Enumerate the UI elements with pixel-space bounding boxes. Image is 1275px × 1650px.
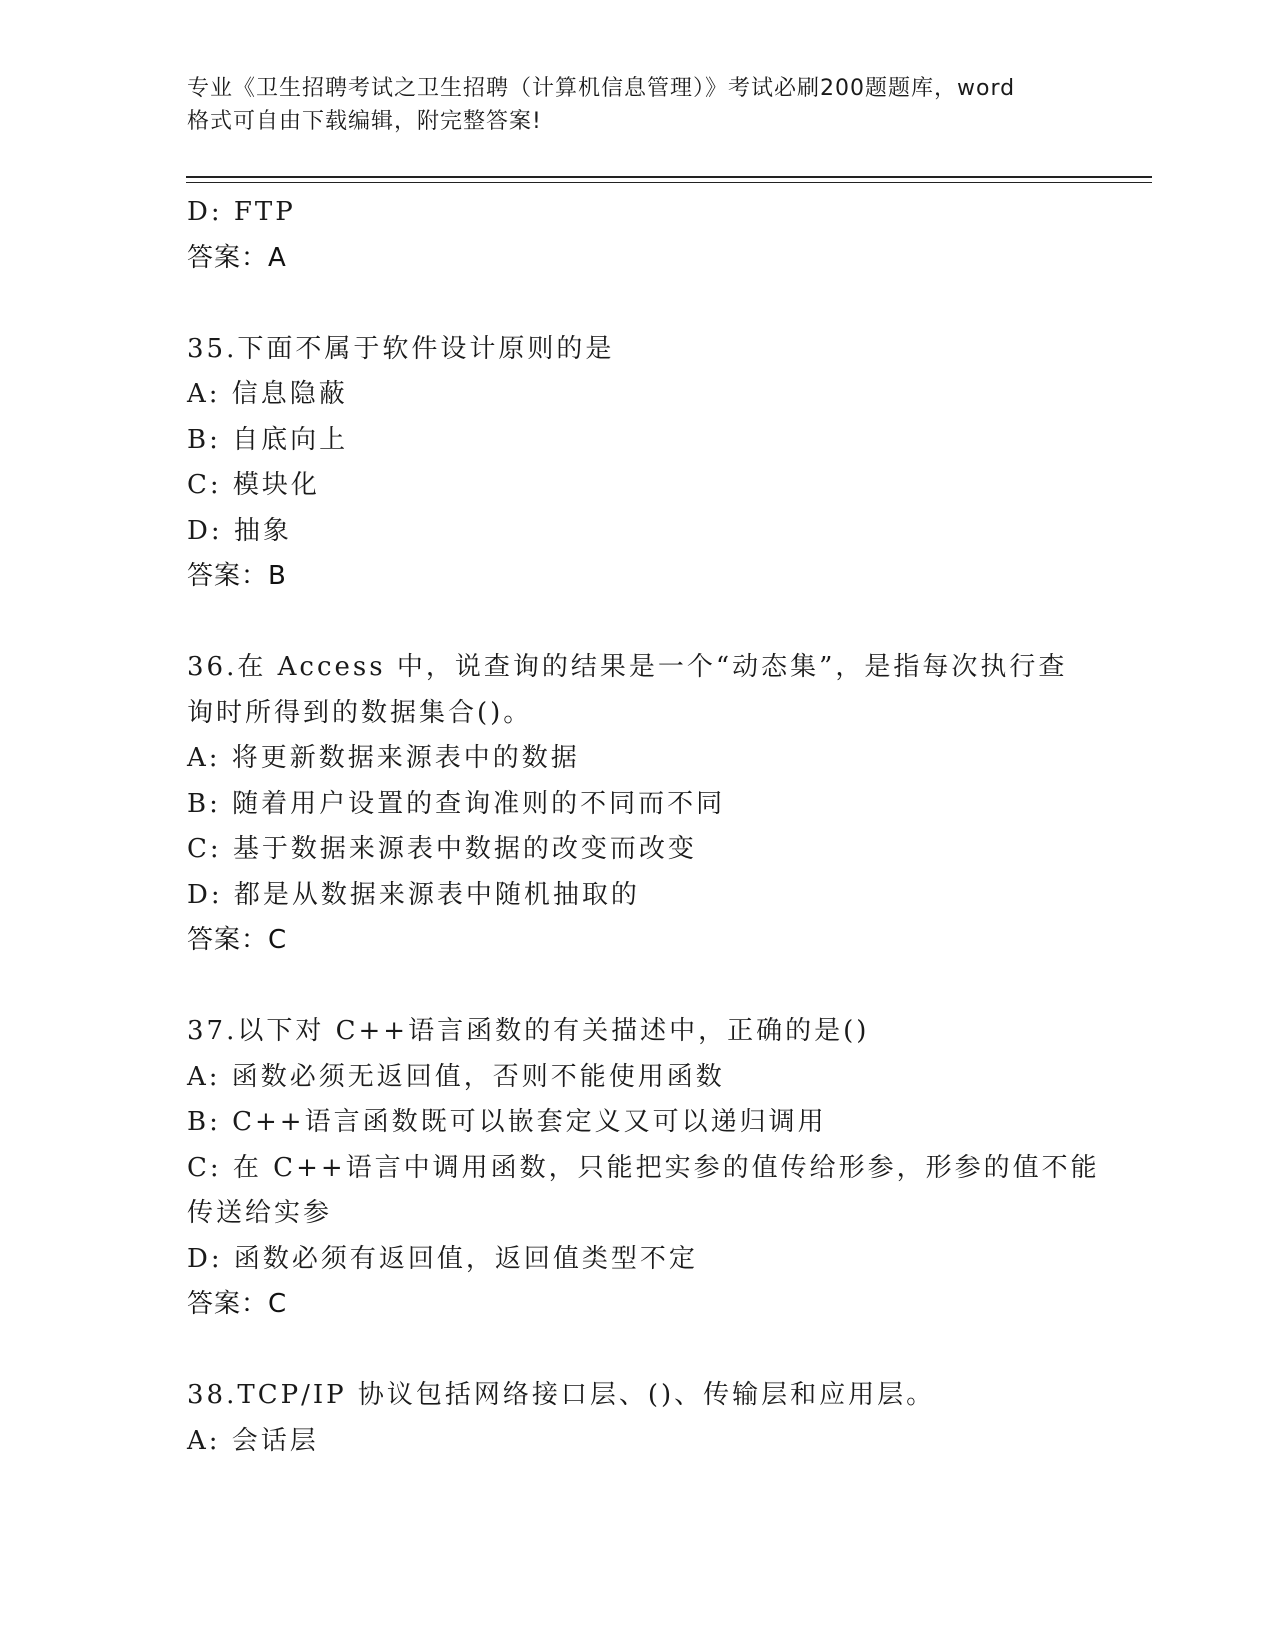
question-stem: 38.TCP/IP 协议包括网络接口层、()、传输层和应用层。 (187, 1380, 936, 1410)
question-stem-line-2: 询时所得到的数据集合()。 (187, 697, 533, 728)
header-divider-thick (186, 176, 1152, 178)
answer-line: 答案：A (187, 242, 287, 273)
question-37 (187, 1009, 1100, 1328)
option-b: B: 自底向上 (187, 424, 349, 455)
option-c-line-2: 传送给实参 (187, 1198, 333, 1228)
spacer (187, 281, 1087, 327)
header-divider-thin (186, 182, 1152, 183)
option-a: A: 会话层 (187, 1425, 319, 1456)
option-d: D: 都是从数据来源表中随机抽取的 (187, 879, 640, 910)
answer-line: 答案：C (187, 925, 288, 955)
option-d: D: 函数必须有返回值，返回值类型不定 (187, 1243, 698, 1274)
question-35 (187, 327, 1087, 600)
question-stem: 37.以下对 C++语言函数的有关描述中，正确的是() (187, 1016, 870, 1046)
question-stem: 35.下面不属于软件设计原则的是 (187, 333, 615, 364)
answer-line: 答案：B (187, 561, 287, 591)
previous-question-tail (187, 190, 1087, 281)
option-c-line-1: C: 在 C++语言中调用函数，只能把实参的值传给形参，形参的值不能 (187, 1152, 1100, 1183)
option-a: A: 函数必须无返回值，否则不能使用函数 (187, 1061, 725, 1092)
option-d: D: FTP (187, 197, 296, 227)
question-38 (187, 1373, 1087, 1464)
question-stem-line-1: 36.在 Access 中，说查询的结果是一个“动态集”，是指每次执行查 (187, 652, 1068, 682)
spacer (187, 600, 1087, 646)
spacer (187, 964, 1087, 1010)
option-c: C: 模块化 (187, 470, 320, 500)
option-c: C: 基于数据来源表中数据的改变而改变 (187, 834, 697, 864)
option-b: B: 随着用户设置的查询准则的不同而不同 (187, 788, 726, 819)
option-d: D: 抽象 (187, 515, 292, 546)
option-a: A: 将更新数据来源表中的数据 (187, 743, 580, 773)
header-title-line-2: 格式可自由下载编辑，附完整答案! (187, 109, 542, 134)
option-b: B: C++语言函数既可以嵌套定义又可以递归调用 (187, 1107, 827, 1137)
question-list (187, 190, 1100, 1464)
header-title-line-1: 专业《卫生招聘考试之卫生招聘（计算机信息管理）》考试必刷200题题库，word (187, 76, 1016, 101)
spacer (187, 1328, 1087, 1374)
option-a: A: 信息隐蔽 (187, 379, 348, 409)
document-header (187, 72, 1087, 138)
question-36 (187, 645, 1087, 964)
answer-line: 答案：C (187, 1289, 288, 1319)
